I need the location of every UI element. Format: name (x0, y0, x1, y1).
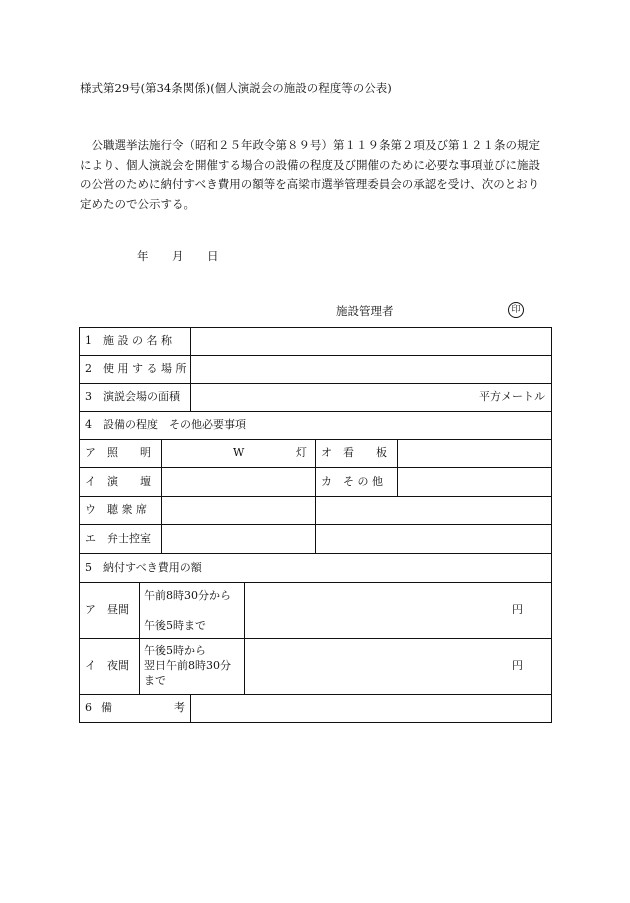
seal-mark: 印 (508, 302, 524, 318)
signboard-label: オ 看 板 (321, 446, 387, 459)
audience-seats-label: ウ 聴 衆 席 (85, 503, 147, 516)
nighttime-end-suffix: まで (144, 674, 166, 687)
facility-name-label: 1 施 設 の 名 称 (85, 334, 172, 347)
daytime-fee-label: ア 昼間 (85, 603, 129, 616)
lighting-watt-unit: W (233, 446, 245, 459)
daytime-end-time: 午後5時まで (144, 619, 206, 632)
speaker-waiting-room-label: エ 弁士控室 (85, 532, 151, 545)
notice-line-2: により、個人演説会を開催する場合の設備の程度及び開催のために必要な事項並びに施設 (80, 157, 540, 172)
other-label: カ そ の 他 (321, 475, 383, 488)
daytime-yen-unit: 円 (512, 603, 523, 616)
usage-location-label: 2 使 用 す る 場 所 (85, 362, 187, 375)
facility-manager-label: 施設管理者 (336, 304, 394, 318)
podium-label: イ 演 壇 (85, 475, 151, 488)
date-year-label: 年 (137, 249, 149, 263)
nighttime-start-time: 午後5時から (144, 644, 206, 657)
daytime-start-time: 午前8時30分から (144, 589, 231, 602)
lighting-label: ア 照 明 (85, 446, 151, 459)
remarks-label-first: 備 (101, 701, 112, 714)
lighting-lamp-unit: 灯 (296, 446, 307, 459)
notice-line-4: 定めたので公示する。 (80, 196, 195, 211)
nighttime-yen-unit: 円 (512, 659, 523, 672)
venue-area-unit: 平方メートル (479, 390, 545, 403)
date-month-label: 月 (172, 249, 184, 263)
notice-line-3: の公営のために納付すべき費用の額等を高梁市選挙管理委員会の承認を受け、次のとおり (80, 177, 540, 191)
remarks-number: 6 (85, 701, 92, 714)
form-number-heading: 様式第29号(第34条関係)(個人演説会の施設の程度等の公表) (80, 81, 392, 95)
notice-line-1: 公職選挙法施行令（昭和２５年政令第８９号）第１１９条第２項及び第１２１条の規定 (80, 138, 540, 152)
venue-area-label: 3 演説会場の面積 (85, 390, 180, 403)
nighttime-end-time: 翌日午前8時30分 (144, 659, 231, 672)
fee-section-label: 5 納付すべき費用の額 (85, 561, 202, 574)
remarks-label-second: 考 (174, 701, 185, 714)
nighttime-fee-label: イ 夜間 (85, 659, 129, 672)
equipment-section-label: 4 設備の程度 その他必要事項 (85, 418, 246, 431)
date-day-label: 日 (207, 249, 219, 263)
